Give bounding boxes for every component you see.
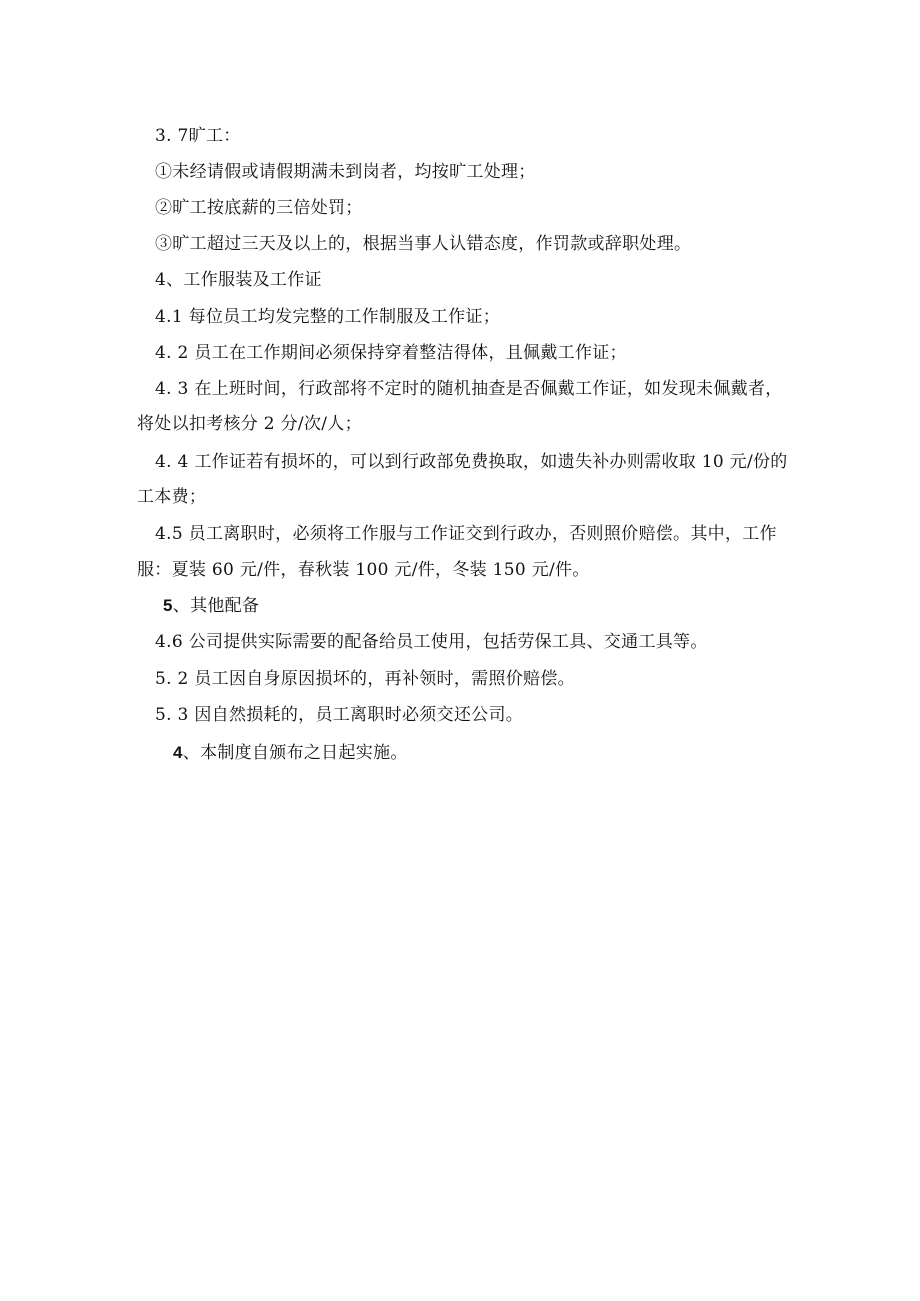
clause-4-4-line-1: 4. 4 工作证若有损坏的，可以到行政部免费换取，如遗失补办则需收取 10 元/份的: [155, 452, 788, 472]
clause-5-2: 5. 2 员工因自身原因损坏的，再补领时，需照价赔偿。: [155, 669, 575, 689]
closing-number: 4: [173, 743, 183, 762]
section-5-title: 、其他配备: [172, 596, 260, 616]
clause-3-7-item-2: ②旷工按底薪的三倍处罚；: [155, 198, 363, 218]
clause-4-3-line-1: 4. 3 在上班时间，行政部将不定时的随机抽查是否佩戴工作证，如发现未佩戴者，: [155, 379, 783, 399]
clause-4-3-line-2: 将处以扣考核分 2 分/次/人；: [137, 414, 362, 434]
clause-3-7-item-1: ①未经请假或请假期满未到岗者，均按旷工处理；: [155, 162, 536, 182]
closing-clause: [173, 743, 408, 763]
clause-4-2: 4. 2 员工在工作期间必须保持穿着整洁得体，且佩戴工作证；: [155, 343, 627, 363]
section-4-heading: 4、工作服装及工作证: [155, 270, 322, 290]
clause-4-5-line-1: 4.5 员工离职时，必须将工作服与工作证交到行政办，否则照价赔偿。其中，工作: [155, 524, 777, 544]
clause-4-5-line-2: 服：夏装 60 元/件，春秋装 100 元/件，冬装 150 元/件。: [137, 560, 590, 580]
clause-3-7-heading: 3. 7旷工：: [155, 126, 241, 146]
section-5-number: 5: [163, 596, 173, 615]
clause-4-6: 4.6 公司提供实际需要的配备给员工使用，包括劳保工具、交通工具等。: [155, 632, 708, 652]
clause-4-4-line-2: 工本费；: [137, 487, 207, 507]
clause-4-1: 4.1 每位员工均发完整的工作制服及工作证；: [155, 307, 501, 327]
section-5-heading: [163, 596, 259, 616]
closing-text: 、本制度自颁布之日起实施。: [182, 743, 408, 763]
clause-3-7-item-3: ③旷工超过三天及以上的，根据当事人认错态度，作罚款或辞职处理。: [155, 234, 692, 254]
clause-5-3: 5. 3 因自然损耗的，员工离职时必须交还公司。: [155, 705, 524, 725]
